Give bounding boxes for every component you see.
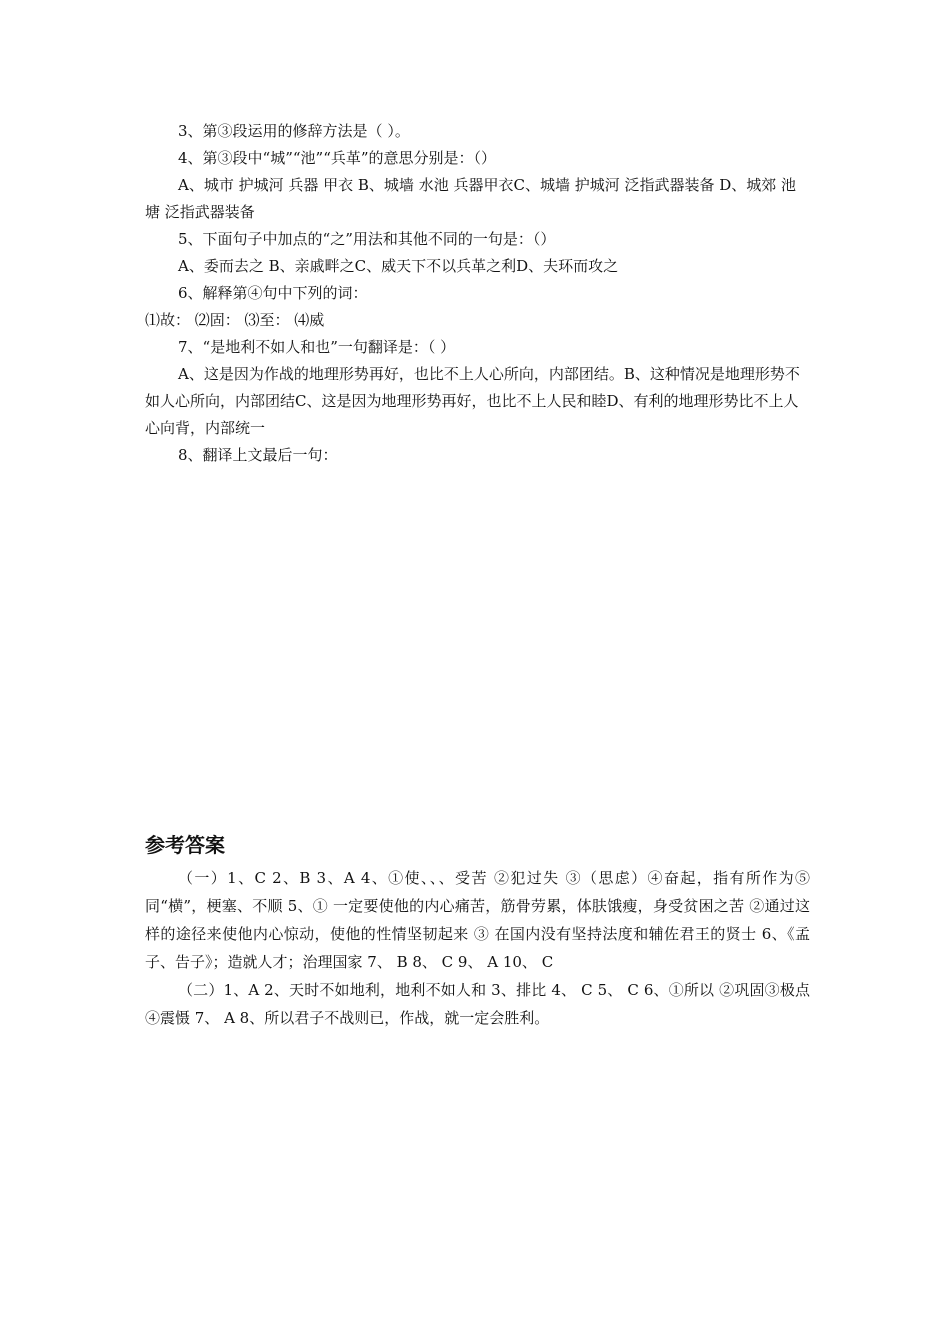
answer-part-2: （二）1、A 2、天时不如地利，地利不如人和 3、排比 4、 C 5、 C 6、①所以 ②巩固③极点 ④震慑 7、 A 8、所以君子不战则已，作战，就一定会胜利。: [145, 981, 810, 1027]
question-5-options: A、委而去之 B、亲戚畔之C、威天下不以兵革之利D、夫环而攻之: [178, 257, 619, 275]
answer-section: [145, 830, 810, 1032]
question-section: [145, 118, 810, 469]
answer-part-1: （一）1、C 2、B 3、A 4、①使、、、受苦 ②犯过失 ③（思虑）④奋起，指有所作为⑤同“横”，梗塞、不顺 5、① 一定要使他的内心痛苦，筋骨劳累，体肤饿瘦，身受贫困之苦 ②通过这样的途径来使他内心惊动，使他的性情坚韧起来 ③ 在国内没有坚持法度和辅佐君王的贤士 6、《孟子、告子》；造就人才；治理国家 7、 B 8、 C 9、 A 10、 C: [145, 869, 810, 971]
question-4-options: A、城市 护城河 兵器 甲衣 B、城墙 水池 兵器甲衣C、城墙 护城河 泛指武器装备 D、城郊 池塘 泛指武器装备: [145, 176, 797, 221]
question-8: 8、翻译上文最后一句：: [178, 446, 338, 464]
question-6-words: ⑴故： ⑵固： ⑶至： ⑷威: [145, 311, 325, 329]
question-7: 7、“是地利不如人和也”一句翻译是：（ ）: [178, 338, 456, 356]
question-7-options: A、这是因为作战的地理形势再好，也比不上人心所向，内部团结。B、这种情况是地理形势不如人心所向，内部团结C、这是因为地理形势再好，也比不上人民和睦D、有利的地理形势比不上人心向背，内部统一: [145, 365, 800, 437]
answers-heading: 参考答案: [145, 833, 225, 857]
question-4: 4、第③段中“城”“池”“兵革”的意思分别是：（）: [178, 149, 497, 167]
question-3: 3、第③段运用的修辞方法是（ ）。: [178, 122, 410, 140]
question-5: 5、下面句子中加点的“之”用法和其他不同的一句是：（）: [178, 230, 556, 248]
question-6: 6、解释第④句中下列的词：: [178, 284, 368, 302]
